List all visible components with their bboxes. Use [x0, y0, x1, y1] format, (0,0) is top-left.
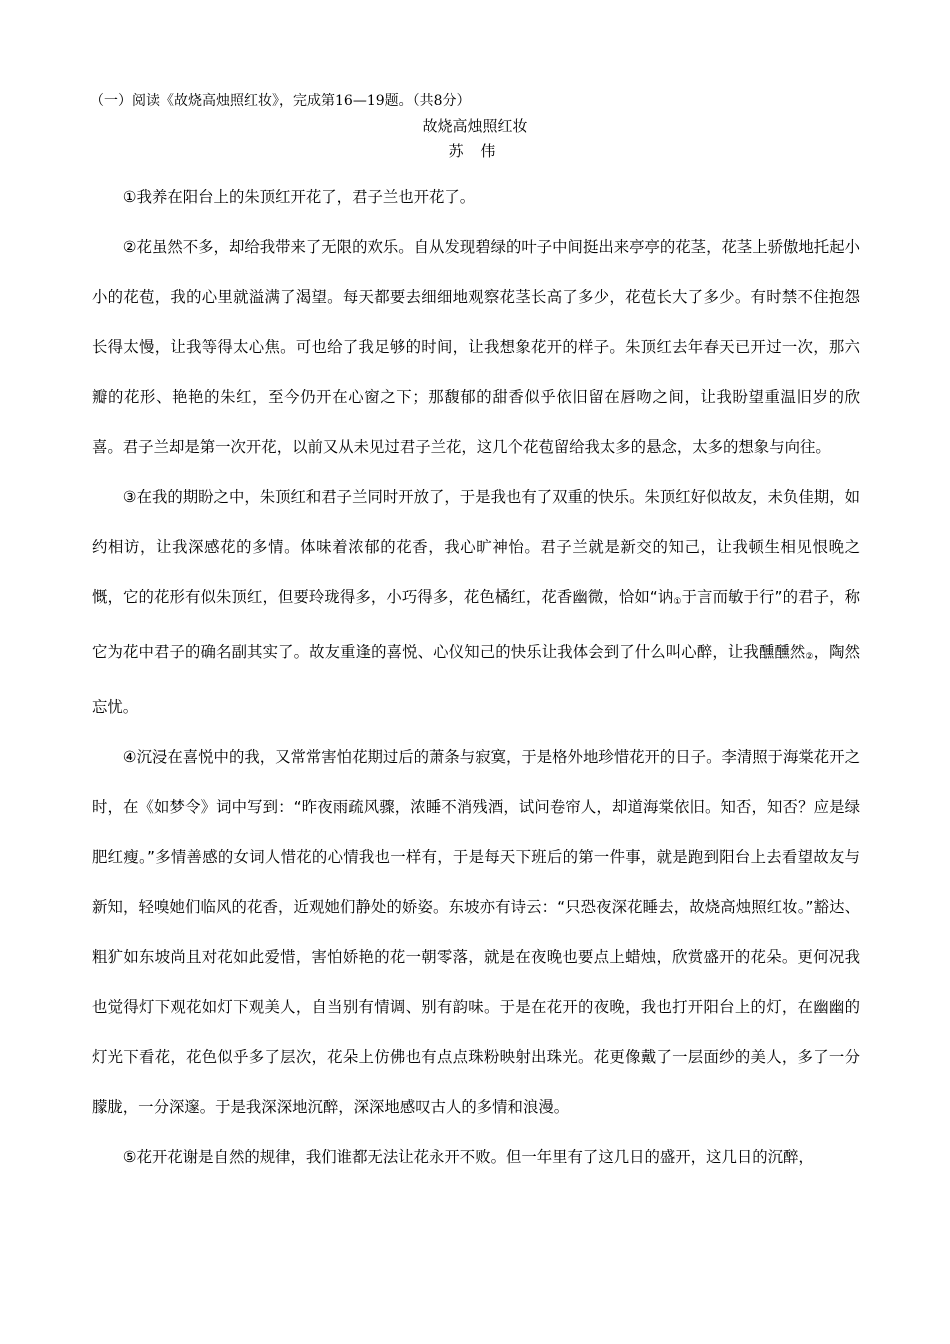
article-title: 故烧高烛照红妆	[422, 117, 528, 135]
reading-instruction: （一）阅读《故烧高烛照红妆》，完成第16—19题。（共8分）	[90, 93, 471, 109]
paragraph-5: ⑤花开花谢是自然的规律，我们谁都无法让花永开不败。但一年里有了这几日的盛开，这几日的沉醉，	[122, 1148, 814, 1166]
paragraph-2: ②花虽然不多，却给我带来了无限的欢乐。自从发现碧绿的叶子中间挺出来亭亭的花茎，花茎上骄傲地托起小小的花苞，我的心里就溢满了渴望。每天都要去细细地观察花茎长高了多少，花苞长大了多少。有时禁不住抱怨长得太慢，让我等得太心焦。可也给了我足够的时间，让我想象花开的样子。朱顶红去年春天已开过一次，那六瓣的花形、艳艳的朱红，至今仍开在心窗之下；那馥郁的甜香似乎依旧留在唇吻之间，让我盼望重温旧岁的欣喜。君子兰却是第一次开花，以前又从未见过君子兰花，这几个花苞留给我太多的悬念，太多的想象与向往。	[92, 238, 860, 456]
article-author: 苏 伟	[448, 142, 502, 160]
paragraph-3: ③在我的期盼之中，朱顶红和君子兰同时开放了，于是我也有了双重的快乐。朱顶红好似故友，未负佳期，如约相访，让我深感花的多情。体味着浓郁的花香，我心旷神怡。君子兰就是新交的知己，让我顿生相见恨晚之慨，它的花形有似朱顶红，但要玲珑得多，小巧得多，花色橘红，花香幽微，恰如“讷$_①$于言而敏于行”的君子，称它为花中君子的确名副其实了。故友重逢的喜悦、心仪知己的快乐让我体会到了什么叫心醉，让我醺醺然$_②$，陶然忘忧。	[92, 488, 860, 716]
footnote-marker-1: ①	[673, 597, 682, 607]
article-body	[92, 172, 860, 1182]
paragraph-1: ①我养在阳台上的朱顶红开花了，君子兰也开花了。	[122, 188, 476, 206]
footnote-marker-2: ②	[805, 652, 814, 662]
paragraph-4: ④沉浸在喜悦中的我，又常常害怕花期过后的萧条与寂寞，于是格外地珍惜花开的日子。李清照于海棠花开之时，在《如梦令》词中写到：“昨夜雨疏风骤，浓睡不消残酒，试问卷帘人，却道海棠依旧。知否，知否？应是绿肥红瘦。”多情善感的女词人惜花的心情我也一样有，于是每天下班后的第一件事，就是跑到阳台上去看望故友与新知，轻嗅她们临风的花香，近观她们静处的娇姿。东坡亦有诗云：“只恐夜深花睡去，故烧高烛照红妆。”豁达、粗犷如东坡尚且对花如此爱惜，害怕娇艳的花一朝零落，就是在夜晚也要点上蜡烛，欣赏盛开的花朵。更何况我也觉得灯下观花如灯下观美人，自当别有情调、别有韵味。于是在花开的夜晚，我也打开阳台上的灯，在幽幽的灯光下看花，花色似乎多了层次，花朵上仿佛也有点点珠粉映射出珠光。花更像戴了一层面纱的美人，多了一分朦胧，一分深邃。于是我深深地沉醉，深深地感叹古人的多情和浪漫。	[92, 748, 860, 1116]
